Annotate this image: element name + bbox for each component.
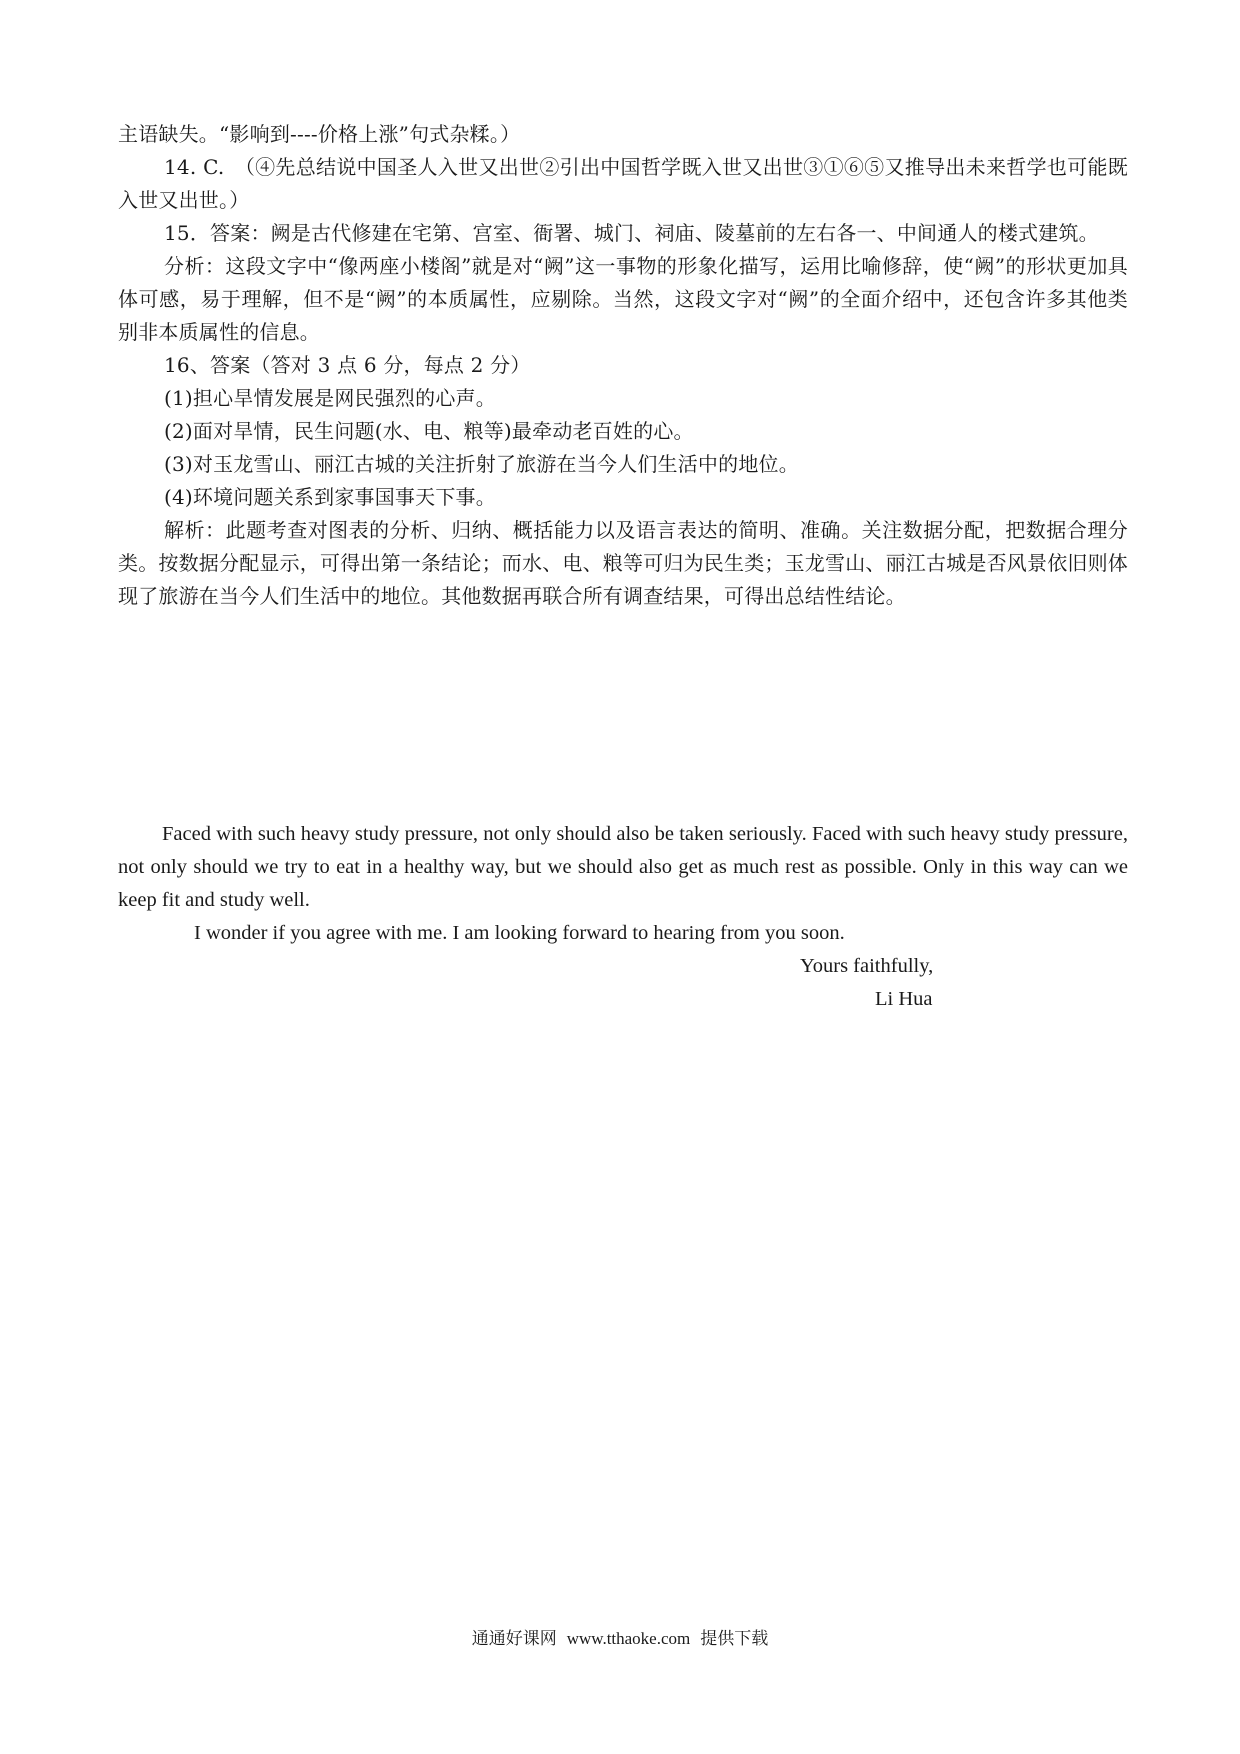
page-footer (0, 1627, 1240, 1651)
footer-site-name: 通通好课网 (471, 1629, 557, 1649)
essay-paragraph-1: Faced with such heavy study pressure, not only should also be taken seriously. Faced with such heavy study pressure, not only should we try to eat in a healthy way, but we should also get as much rest as possible. Only in this way can we keep fit and study well. (118, 823, 1128, 911)
answer-16-point-4: (4)环境问题关系到家事国事天下事。 (164, 485, 496, 509)
english-essay (118, 818, 1128, 950)
answer-14: 14. C. （④先总结说中国圣人入世又出世②引出中国哲学既入世又出世③①⑥⑤又推导出未来哲学也可能既入世又出世。） (118, 155, 1128, 212)
answer-16-point-1: (1)担心旱情发展是网民强烈的心声。 (164, 386, 496, 410)
letter-signature: Li Hua (875, 988, 933, 1010)
answer-16-point-3: (3)对玉龙雪山、丽江古城的关注折射了旅游在当今人们生活中的地位。 (164, 452, 799, 476)
footer-suffix: 提供下载 (700, 1629, 769, 1649)
answer-key-section (118, 118, 1128, 613)
essay-paragraph-2: I wonder if you agree with me. I am looking forward to hearing from you soon. (194, 922, 845, 944)
answer-15: 15．答案：阙是古代修建在宅第、宫室、衙署、城门、祠庙、陵墓前的左右各一、中间通人的楼式建筑。 (164, 221, 1099, 245)
letter-closing: Yours faithfully, (800, 955, 934, 977)
answer-15-analysis: 分析：这段文字中“像两座小楼阁”就是对“阙”这一事物的形象化描写，运用比喻修辞，使“阙”的形状更加具体可感，易于理解，但不是“阙”的本质属性，应剔除。当然，这段文字对“阙”的全面介绍中，还包含许多其他类别非本质属性的信息。 (118, 254, 1128, 344)
footer-url[interactable]: www.tthaoke.com (566, 1629, 691, 1648)
answer-16-analysis: 解析：此题考查对图表的分析、归纳、概括能力以及语言表达的简明、准确。关注数据分配，把数据合理分类。按数据分配显示，可得出第一条结论；而水、电、粮等可归为民生类；玉龙雪山、丽江古城是否风景依旧则体现了旅游在当今人们生活中的地位。其他数据再联合所有调查结果，可得出总结性结论。 (118, 518, 1128, 608)
answer-16-header: 16、答案（答对 3 点 6 分，每点 2 分） (164, 353, 531, 377)
answer-13-tail: 主语缺失。“影响到----价格上涨”句式杂糅。） (118, 122, 521, 146)
answer-16-point-2: (2)面对旱情，民生问题(水、电、粮等)最牵动老百姓的心。 (164, 419, 694, 443)
